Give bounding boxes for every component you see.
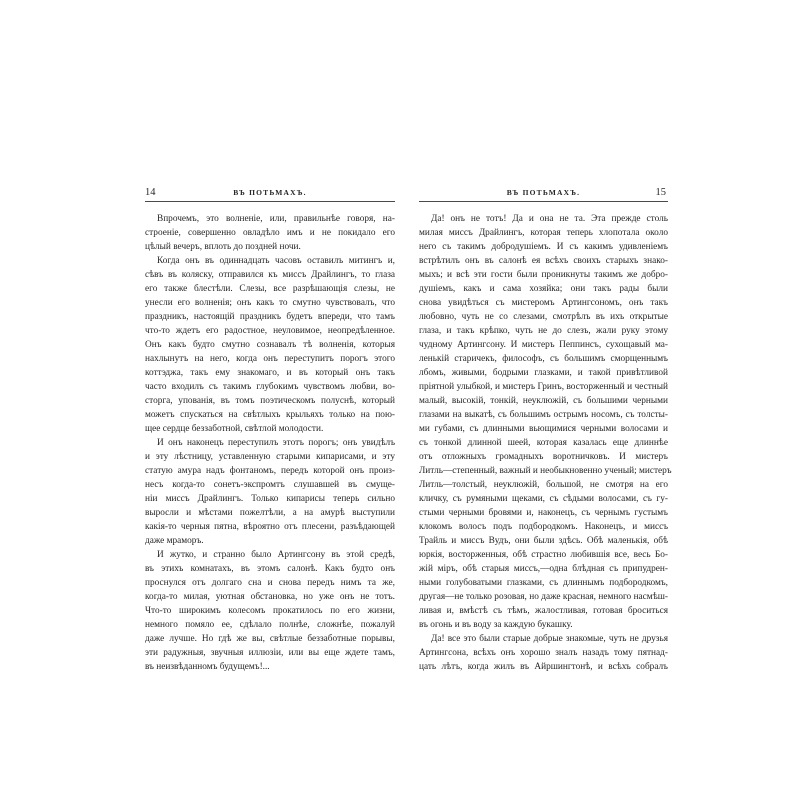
text-line: несъ когда-то сонетъ-экспромтъ слушавшей въ смуще- (145, 480, 395, 490)
text-line: праздникъ, настоящій праздникъ будетъ впереди, что тамъ (145, 312, 395, 322)
page-body (145, 212, 395, 674)
paragraph (145, 254, 395, 436)
text-line: съ тонкой длинной шеей, которая казалась еще длиннѣе (419, 438, 668, 448)
text-line: можетъ спускаться на свѣтлыхъ крыльяхъ только на пою- (145, 410, 395, 420)
text-line: и эту лѣстницу, уставленную старыми кипарисами, и эту (145, 452, 395, 462)
text-line: пріятной улыбкой, и мистеръ Гринъ, восторженный и честный (419, 382, 668, 392)
text-line: Что-то широкимъ колесомъ прокатилось по его жизни, (145, 606, 395, 616)
text-line: когда-то милая, уютная обстановка, но уже онъ не тотъ. (145, 592, 395, 602)
text-line: даже лучше. Но гдѣ же вы, свѣтлые беззаботные порывы, (145, 634, 395, 644)
text-line: мыхъ; и всѣ эти гости были проникнуты такимъ же добро- (419, 270, 668, 280)
text-line: сѣвъ въ коляску, отправился къ миссъ Драйлингъ, то глаза (145, 270, 395, 280)
text-line: въ неизвѣданномъ будущемъ!... (145, 662, 270, 672)
text-line: статую амура надъ фонтаномъ, передъ которой онъ произ- (145, 466, 395, 476)
text-line: отъ отложныхъ громадныхъ воротничковъ. И мистеръ (419, 452, 668, 462)
text-line: въ огонь и въ воду за каждую букашку. (419, 620, 573, 630)
text-line: эти радужныя, звучныя иллюзіи, или вы еще ждете тамъ, (145, 648, 395, 658)
text-line: унесли его волненія; онъ какъ то смутно чувствовалъ, что (145, 298, 395, 308)
text-line: Литль—степенный, важный и необыкновенно ученый; мистеръ (419, 466, 672, 476)
text-line: другая—не только розовая, но даже красная, немного насмѣш- (419, 592, 668, 602)
text-line: его также блестѣли. Слезы, все разрѣшающія слезы, не (145, 284, 395, 294)
text-line: снова увидѣться съ мистеромъ Артингсономъ, онъ такъ (419, 298, 668, 308)
text-line: глаза, и такъ крѣпко, чуть не до слезъ, жали руку этому (419, 326, 668, 336)
text-line: выросли и мѣстами пожелтѣли, а на амурѣ выступили (145, 508, 395, 518)
text-line: лбомъ, живыми, бодрыми глазками, и такой привѣтливой (419, 368, 668, 378)
paragraph (145, 548, 395, 674)
text-line: проснулся отъ долгаго сна и снова передъ нимъ та же, (145, 578, 395, 588)
page-number: 15 (655, 187, 666, 198)
text-line: ленькій старичекъ, философъ, съ большимъ сморщеннымъ (419, 354, 668, 364)
paragraph (145, 436, 395, 548)
text-line: Онъ какъ будто смутно сознавалъ тѣ волненія, которыя (145, 340, 395, 350)
running-head: ВЪ ПОТЬМАХЪ. (506, 188, 581, 197)
text-line: ніи миссъ Драйлингъ. Только кипарисы теперь сильно (145, 494, 395, 504)
text-line: жій міръ, обѣ старыя миссъ,—одна блѣдная съ припудрен- (419, 564, 668, 574)
text-line: любовно, чуть не со слезами, смотрѣлъ въ ихъ открытые (419, 312, 668, 322)
text-line: встрѣтилъ онъ въ салонѣ ея всѣхъ своихъ старыхъ знако- (419, 256, 668, 266)
text-line: Да! все это были старые добрые знакомые, чуть не друзья (431, 634, 668, 644)
text-line: клокомъ волосъ подъ подбородкомъ. Наконецъ, и миссъ (419, 522, 668, 532)
text-line: милая миссъ Драйлингъ, которая теперь хлопотала около (419, 228, 668, 238)
text-line: Трайль и миссъ Вудъ, они были здѣсь. Обѣ маленькія, обѣ (419, 536, 668, 546)
paragraph (145, 212, 395, 254)
left-page (145, 184, 395, 674)
text-line: Да! онъ не тотъ! Да и она не та. Эта прежде столь (431, 214, 668, 224)
text-line: Артингсона, всѣхъ онъ хорошо зналъ назадъ тому пятнад- (419, 648, 668, 658)
text-line: И жутко, и странно было Артингсону въ этой средѣ, (157, 550, 395, 560)
text-line: глазами на выкатѣ, съ большимъ острымъ носомъ, съ толсты- (419, 410, 668, 420)
right-page (419, 184, 672, 674)
paragraph (419, 632, 668, 674)
text-line: Литль—толстый, неуклюжій, большой, не смотря на его (419, 480, 668, 490)
text-line: нахлынутъ на него, когда онъ переступитъ порогъ этого (145, 354, 395, 364)
text-line: юркія, восторженныя, обѣ страстно любившія все, весь Бо- (419, 550, 668, 560)
text-line: И онъ наконецъ переступилъ этотъ порогъ; онъ увидѣлъ (157, 438, 395, 448)
text-line: сторга, упованія, въ томъ поэтическомъ полуснѣ, который (145, 396, 395, 406)
text-line: щее сердце беззаботной, свѣтлой молодости. (145, 424, 324, 434)
page-header (419, 184, 668, 202)
text-line: какія-то черныя пятна, вѣроятно отъ плесени, разъѣдающей (145, 522, 395, 532)
text-line: душіемъ, какъ и сама хозяйка; они такъ рады были (419, 284, 668, 294)
text-line: малый, высокій, тонкій, неуклюжій, съ большими черными (419, 396, 668, 406)
text-line: стыми черными бровями и, наконецъ, съ чернымъ густымъ (419, 508, 668, 518)
page-body (419, 212, 672, 674)
text-line: строеніе, совершенно овладѣло имъ и не покидало его (145, 228, 395, 238)
page-header (145, 184, 395, 202)
text-line: цѣлый вечеръ, вплоть до поздней ночи. (145, 242, 301, 252)
text-line: кличку, съ румяными щеками, съ сѣдыми волосами, съ гу- (419, 494, 668, 504)
text-line: ми губами, съ длинными вьющимися черными волосами и (419, 424, 668, 434)
page-number: 14 (145, 187, 156, 198)
paragraph (419, 212, 672, 632)
text-line: цать лѣтъ, когда жилъ въ Айршингтонѣ, и всѣхъ собралъ (419, 662, 668, 672)
text-line: него съ такимъ добродушіемъ. И съ какимъ удивленіемъ (419, 242, 668, 252)
text-line: что-то ждетъ его радостное, неуловимое, неопредѣленное. (145, 326, 395, 336)
text-line: даже мраморъ. (145, 536, 204, 546)
text-line: ными голубоватыми глазками, съ длиннымъ подбородкомъ, (419, 578, 668, 588)
text-line: немного помяло ее, сдѣлало полнѣе, сложнѣе, пожалуй (145, 620, 395, 630)
text-line: въ этихъ комнатахъ, въ этомъ салонѣ. Какъ будто онъ (145, 564, 395, 574)
text-line: ливая и, вмѣстѣ съ тѣмъ, жалостливая, готовая броситься (419, 606, 668, 616)
running-head: ВЪ ПОТЬМАХЪ. (233, 188, 307, 197)
text-line: Впрочемъ, это волненіе, или, правильнѣе говоря, на- (157, 214, 395, 224)
text-line: чудному Артингсону. И мистеръ Пеппинсъ, сухощавый ма- (419, 340, 668, 350)
text-line: коттэджа, такъ ему знакомаго, и въ который онъ такъ (145, 368, 395, 378)
text-line: Когда онъ въ одиннадцать часовъ оставилъ митингъ и, (157, 256, 395, 266)
text-line: часто входилъ съ такимъ глубокимъ чувствомъ любви, во- (145, 382, 395, 392)
